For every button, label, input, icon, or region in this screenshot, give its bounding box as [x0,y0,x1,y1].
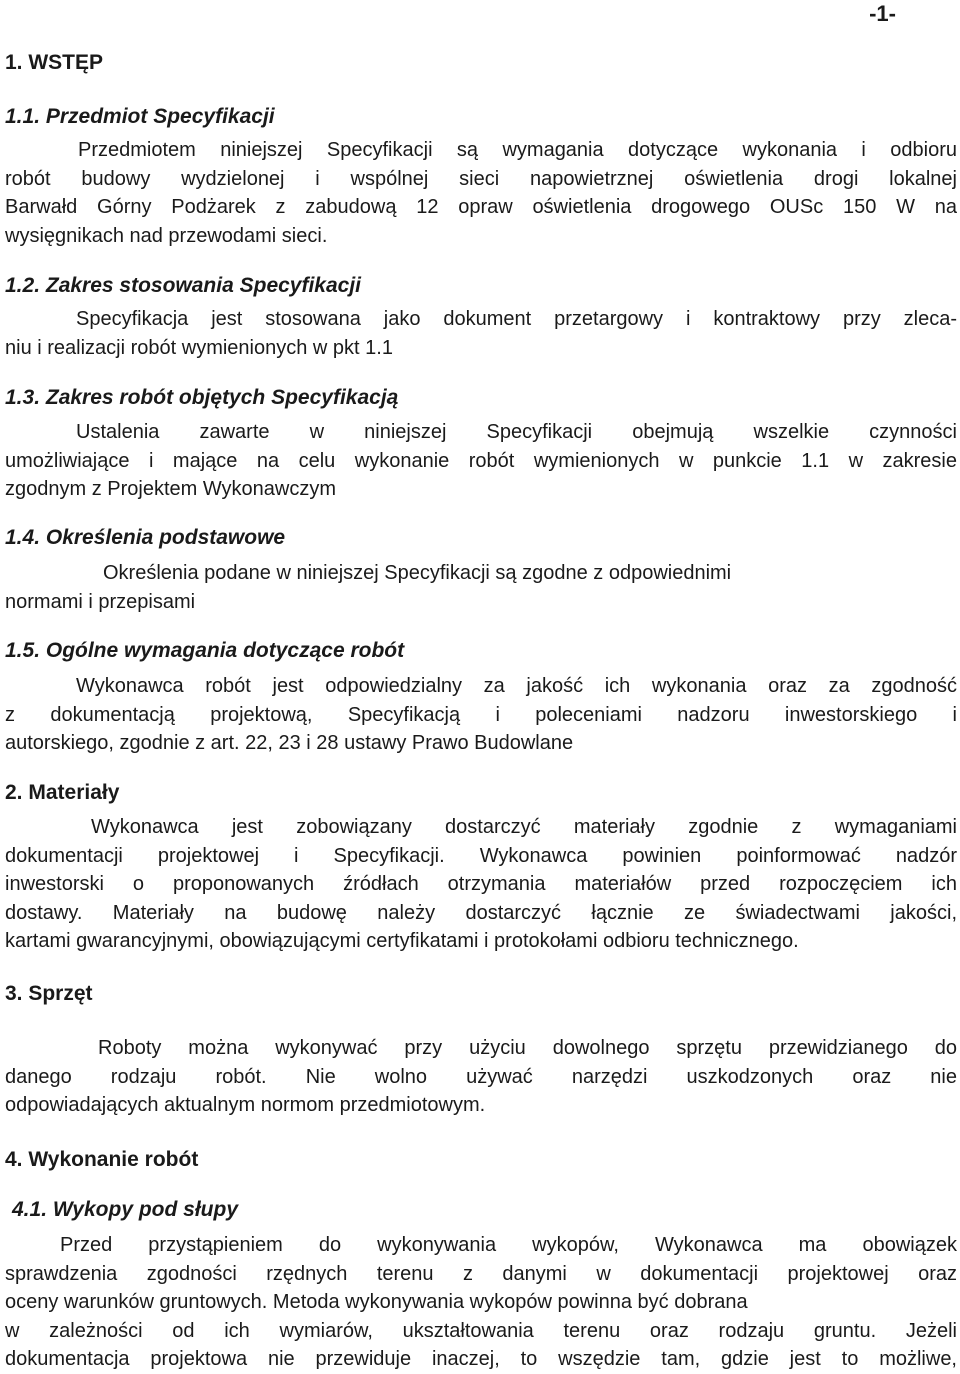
section-heading-1-1: 1.1. Przedmiot Specyfikacji [5,105,275,128]
text-line: w zależności od ich wymiarów, ukształtowania terenu oraz rodzaju gruntu. Jeżeli [5,1319,957,1342]
text-line: wysięgnikach nad przewodami sieci. [5,224,328,247]
text-line: zgodnym z Projektem Wykonawczym [5,478,337,500]
text-line: autorskiego, zgodnie z art. 22, 23 i 28 ustawy Prawo Budowlane [5,732,574,754]
paragraph-1-2 [5,305,957,362]
section-heading-3: 3. Sprzęt [5,982,93,1005]
text-line: dokumentacja projektowa nie przewiduje inaczej, to wszędzie tam, gdzie jest to możliwe, [5,1348,957,1370]
text-line: Specyfikacja jest stosowana jako dokument przetargowy i kontraktowy przy zleca- [76,308,957,330]
paragraph-1-1 [5,136,957,250]
section-heading-4: 4. Wykonanie robót [5,1148,199,1171]
text-line: normami i przepisami [5,590,196,613]
text-line: dokumentacji projektowej i Specyfikacji. Wykonawca powinien poinformować nadzór [5,844,957,867]
paragraph-1-4 [5,559,957,616]
text-line: Barwałd Górny Podżarek z zabudową 12 opraw oświetlenia drogowego OUSc 150 W na [5,196,957,218]
text-line: Ustalenia zawarte w niniejszej Specyfikacji obejmują wszelkie czynności [76,421,957,443]
text-line: Przed przystąpieniem do wykonywania wykopów, Wykonawca ma obowiązek [60,1234,957,1256]
section-heading-1: 1. WSTĘP [5,51,104,74]
text-line: oceny warunków gruntowych. Metoda wykonywania wykopów powinna być dobrana [5,1291,748,1313]
section-heading-4-1: 4.1. Wykopy pod słupy [12,1198,238,1221]
text-line: niu i realizacji robót wymienionych w pkt 1.1 [5,336,393,359]
text-line: robót budowy wydzielonej i wspólnej sieci napowietrznej oświetlenia drogi lokalnej [5,167,957,190]
paragraph-3 [5,1034,957,1120]
section-heading-1-4: 1.4. Określenia podstawowe [5,526,286,549]
paragraph-4-1 [5,1231,957,1374]
paragraph-2 [5,813,957,956]
text-line: kartami gwarancyjnymi, obowiązującymi certyfikatami i protokołami odbioru technicznego. [5,930,799,952]
section-heading-1-2: 1.2. Zakres stosowania Specyfikacji [5,274,362,297]
text-line: Przedmiotem niniejszej Specyfikacji są wymagania dotyczące wykonania i odbioru [78,139,957,161]
text-line: Wykonawca robót jest odpowiedzialny za jakość ich wykonania oraz za zgodność [76,675,957,697]
text-line: odpowiadających aktualnym normom przedmiotowym. [5,1094,486,1116]
text-line: Określenia podane w niniejszej Specyfikacji są zgodne z odpowiednimi [103,562,732,584]
text-line: z dokumentacją projektową, Specyfikacją i poleceniami nadzoru inwestorskiego i [5,703,957,726]
section-heading-1-3: 1.3. Zakres robót objętych Specyfikacją [5,386,399,409]
text-line: umożliwiające i mające na celu wykonanie robót wymienionych w punkcie 1.1 w zakresie [5,449,957,472]
section-heading-1-5: 1.5. Ogólne wymagania dotyczące robót [5,639,405,662]
text-line: danego rodzaju robót. Nie wolno używać narzędzi uszkodzonych oraz nie [5,1065,957,1088]
paragraph-1-5 [5,672,957,758]
page-number: -1- [869,1,896,26]
text-line: dostawy. Materiały na budowę należy dostarczyć łącznie ze świadectwami jakości, [5,901,957,924]
text-line: Roboty można wykonywać przy użyciu dowolnego sprzętu przewidzianego do [98,1037,957,1059]
paragraph-1-3 [5,418,957,504]
text-line: inwestorski o proponowanych źródłach otrzymania materiałów przed rozpoczęciem ich [5,873,957,895]
text-line: Wykonawca jest zobowiązany dostarczyć materiały zgodnie z wymaganiami [91,816,957,838]
section-heading-2: 2. Materiały [5,781,120,804]
text-line: sprawdzenia zgodności rzędnych terenu z danymi w dokumentacji projektowej oraz [5,1262,957,1285]
